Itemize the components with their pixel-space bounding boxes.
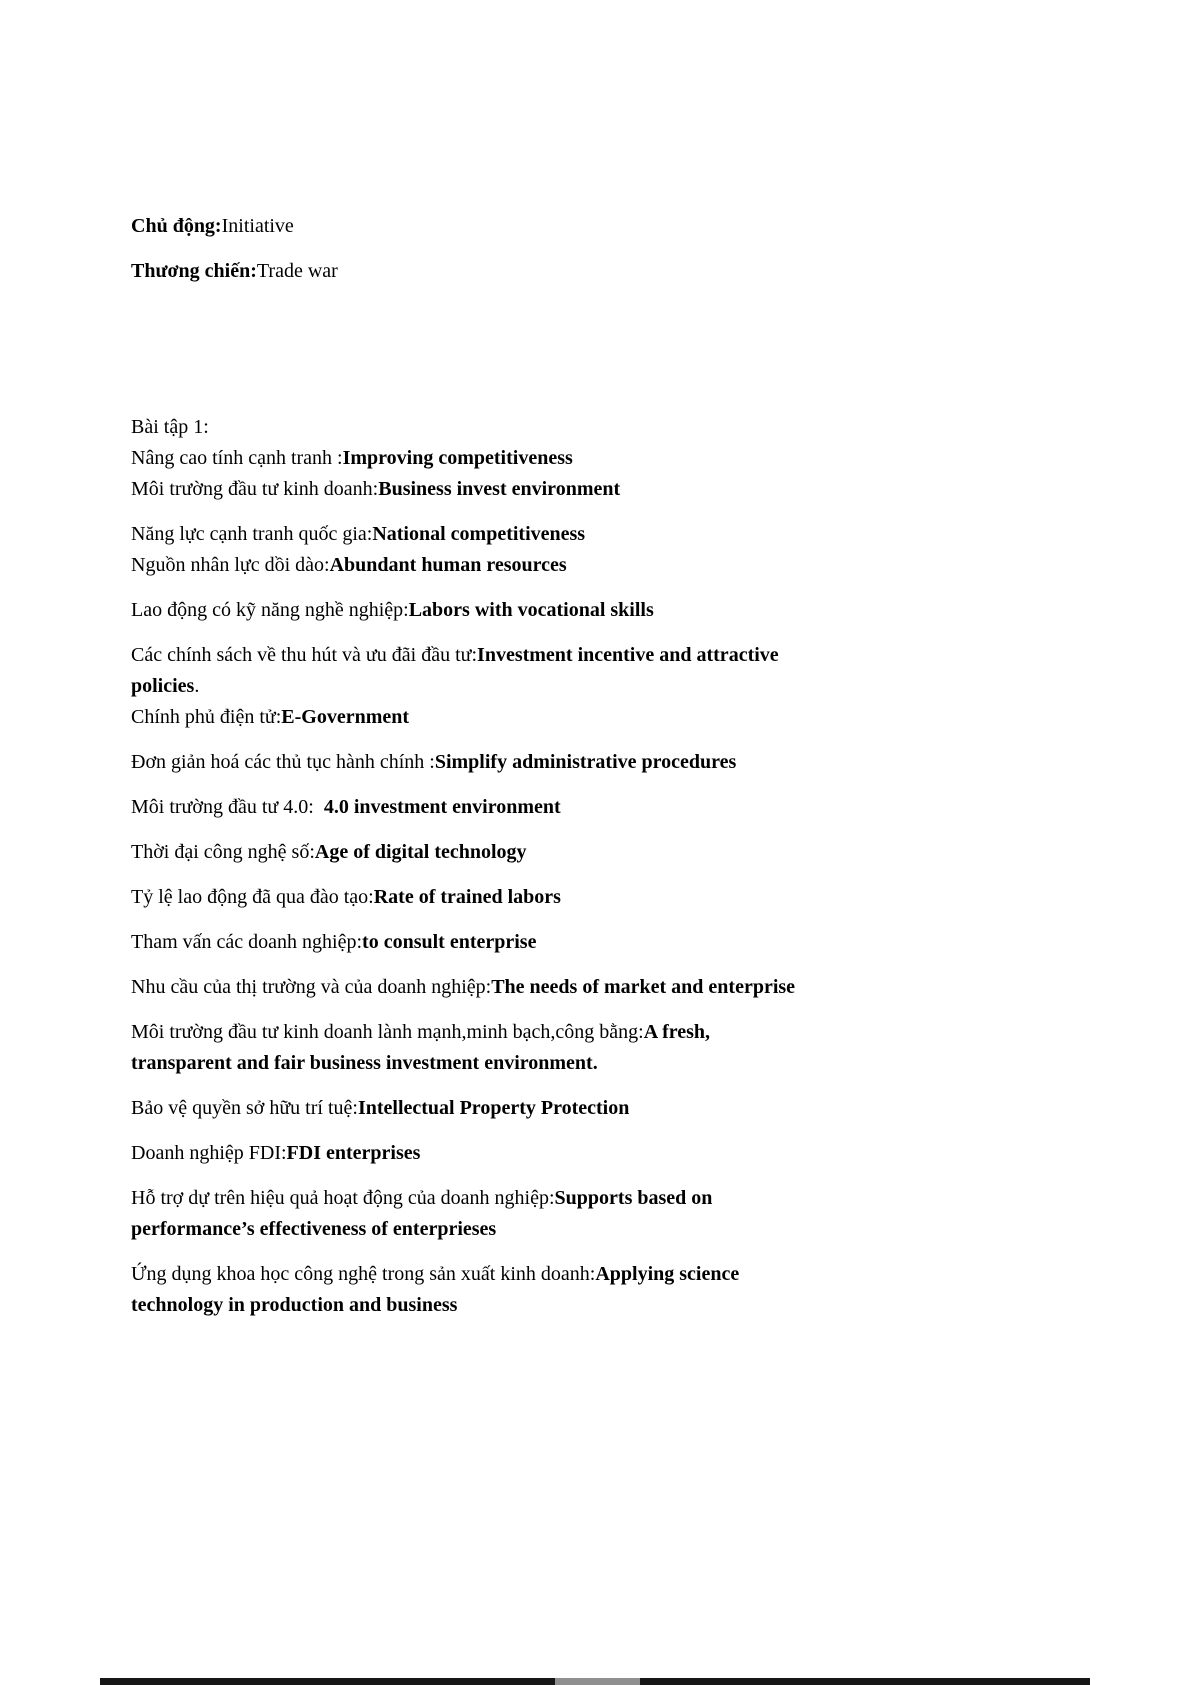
english-translation: Business invest environment bbox=[378, 478, 621, 500]
paragraph bbox=[131, 882, 1071, 913]
english-translation: 4.0 investment environment bbox=[323, 796, 561, 818]
vietnamese-term: Nhu cầu của thị trường và của doanh nghiệp: bbox=[131, 976, 492, 998]
paragraph bbox=[131, 747, 1071, 778]
paragraph bbox=[131, 1017, 1071, 1079]
vietnamese-term: Hỗ trợ dự trên hiệu quả hoạt động của doanh nghiệp: bbox=[131, 1187, 555, 1209]
paragraph bbox=[131, 927, 1071, 958]
english-translation: The needs of market and enterprise bbox=[491, 976, 796, 998]
vietnamese-term: . bbox=[194, 675, 200, 697]
paragraph bbox=[131, 1138, 1071, 1169]
english-translation: performance’s effectiveness of enterprieses bbox=[131, 1218, 497, 1240]
header-terms-section bbox=[131, 211, 1071, 287]
english-translation: policies bbox=[131, 675, 195, 697]
english-translation: technology in production and business bbox=[131, 1294, 458, 1316]
vietnamese-term: Năng lực cạnh tranh quốc gia: bbox=[131, 523, 373, 545]
document-page bbox=[131, 211, 1071, 1335]
english-translation: Thương chiến: bbox=[131, 260, 257, 282]
english-translation: Intellectual Property Protection bbox=[357, 1097, 630, 1119]
vietnamese-term: Doanh nghiệp FDI: bbox=[131, 1142, 287, 1164]
english-translation: Applying science bbox=[595, 1263, 740, 1285]
english-translation: National competitiveness bbox=[372, 523, 586, 545]
vietnamese-term: Tham vấn các doanh nghiệp: bbox=[131, 931, 363, 953]
paragraph bbox=[131, 1093, 1071, 1124]
vietnamese-term: Ứng dụng khoa học công nghệ trong sản xuất kinh doanh: bbox=[131, 1263, 596, 1285]
bottom-bar bbox=[100, 1678, 1090, 1685]
paragraph bbox=[131, 412, 1071, 505]
english-translation: Age of digital technology bbox=[314, 841, 527, 863]
vietnamese-term: Chính phủ điện tử: bbox=[131, 706, 282, 728]
english-translation: Investment incentive and attractive bbox=[477, 644, 779, 666]
paragraph bbox=[131, 1259, 1071, 1321]
english-translation: to consult enterprise bbox=[362, 931, 537, 953]
exercise-section bbox=[131, 412, 1071, 1321]
paragraph bbox=[131, 1183, 1071, 1245]
vietnamese-term: Môi trường đầu tư kinh doanh: bbox=[131, 478, 379, 500]
paragraph bbox=[131, 211, 1071, 242]
english-translation: E-Government bbox=[281, 706, 410, 728]
vietnamese-term: Thời đại công nghệ số: bbox=[131, 841, 315, 863]
english-translation: Chủ động: bbox=[131, 215, 222, 237]
english-translation: Abundant human resources bbox=[329, 554, 567, 576]
paragraph bbox=[131, 837, 1071, 868]
paragraph bbox=[131, 519, 1071, 581]
vietnamese-term: Tỷ lệ lao động đã qua đào tạo: bbox=[131, 886, 374, 908]
english-translation: Simplify administrative procedures bbox=[434, 751, 737, 773]
vietnamese-term: Bài tập 1: bbox=[131, 416, 209, 438]
vietnamese-term: Trade war bbox=[256, 260, 338, 282]
english-translation: Improving competitiveness bbox=[342, 447, 573, 469]
vietnamese-term: Initiative bbox=[221, 215, 294, 237]
vietnamese-term: Các chính sách về thu hút và ưu đãi đầu tư: bbox=[131, 644, 478, 666]
paragraph bbox=[131, 972, 1071, 1003]
paragraph bbox=[131, 595, 1071, 626]
vietnamese-term: Đơn giản hoá các thủ tục hành chính : bbox=[131, 751, 435, 773]
vietnamese-term: Môi trường đầu tư 4.0: bbox=[131, 796, 324, 818]
vietnamese-term: Nâng cao tính cạnh tranh : bbox=[131, 447, 343, 469]
vietnamese-term: Bảo vệ quyền sở hữu trí tuệ: bbox=[131, 1097, 358, 1119]
paragraph bbox=[131, 792, 1071, 823]
english-translation: Labors with vocational skills bbox=[408, 599, 654, 621]
vietnamese-term: Môi trường đầu tư kinh doanh lành mạnh,minh bạch,công bằng: bbox=[131, 1021, 644, 1043]
paragraph bbox=[131, 640, 1071, 733]
bottom-bar-accent bbox=[555, 1678, 640, 1685]
english-translation: Rate of trained labors bbox=[373, 886, 561, 908]
vietnamese-term: Nguồn nhân lực dồi dào: bbox=[131, 554, 330, 576]
english-translation: Supports based on bbox=[554, 1187, 713, 1209]
english-translation: A fresh, bbox=[643, 1021, 711, 1043]
paragraph bbox=[131, 256, 1071, 287]
english-translation: FDI enterprises bbox=[286, 1142, 421, 1164]
vietnamese-term: Lao động có kỹ năng nghề nghiệp: bbox=[131, 599, 409, 621]
english-translation: transparent and fair business investment environment. bbox=[131, 1052, 598, 1074]
